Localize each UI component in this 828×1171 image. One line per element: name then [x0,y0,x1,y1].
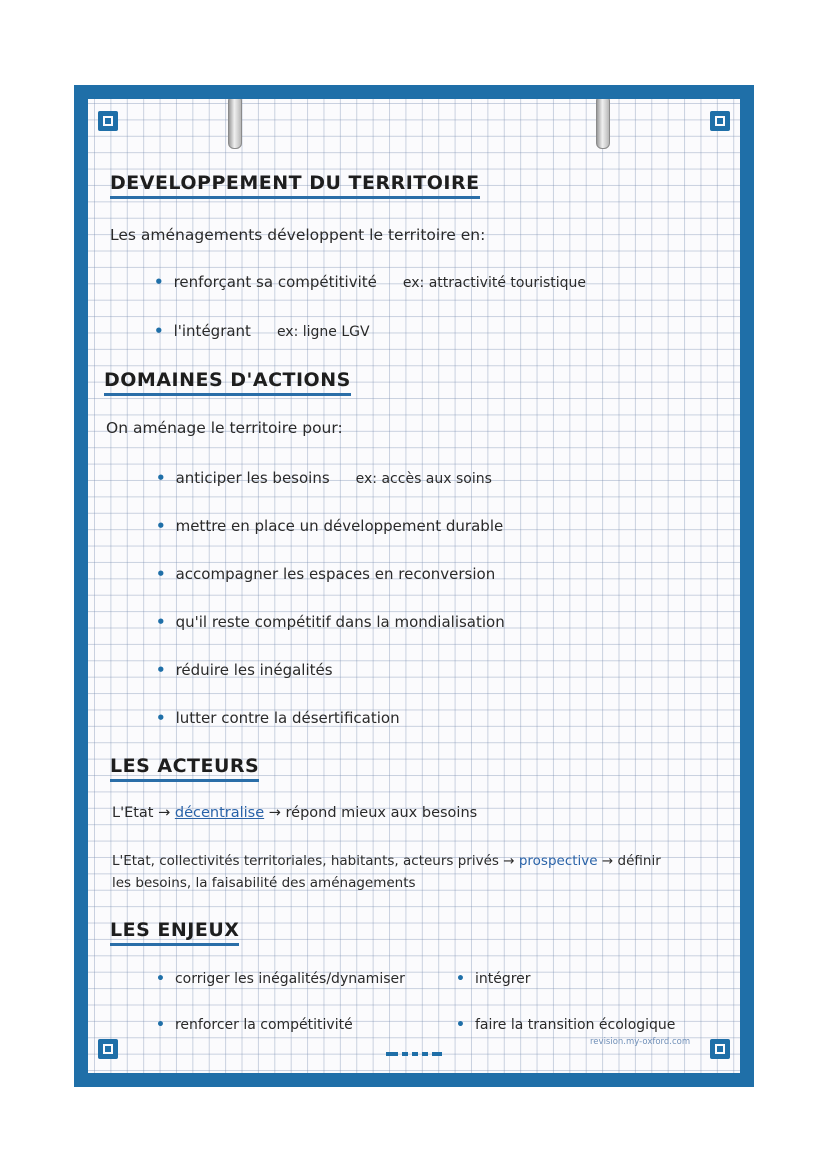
heading-acteurs: LES ACTEURS [110,755,259,782]
corner-marker-icon [710,1039,730,1059]
acteurs-line-2: L'Etat, collectivités territoriales, habitants, acteurs privés → prospective → définir [112,853,661,869]
binder-ring-left [228,99,242,149]
list-item: • réduire les inégalités [156,661,333,679]
footer-url: revision.my-oxford.com [590,1037,691,1047]
list-item: • intégrer [456,971,531,987]
footer-page-indicator [386,1043,446,1062]
corner-marker-icon [98,1039,118,1059]
list-item: • qu'il reste compétitif dans la mondialisation [156,613,505,631]
intro-domaines: On aménage le territoire pour: [106,419,343,437]
acteurs-line-1: L'Etat → décentralise → répond mieux aux besoins [112,805,478,821]
binder-ring-right [596,99,610,149]
intro-developpement: Les aménagements développent le territoire en: [110,226,486,244]
heading-developpement: DEVELOPPEMENT DU TERRITOIRE [110,172,480,199]
heading-enjeux: LES ENJEUX [110,919,239,946]
list-item: • mettre en place un développement durable [156,517,504,535]
list-item: • lutter contre la désertification [156,709,400,727]
notebook-card [74,85,754,1087]
corner-marker-icon [98,111,118,131]
heading-domaines: DOMAINES D'ACTIONS [104,369,351,396]
list-item: • l'intégrant ex: ligne LGV [154,322,370,340]
acteurs-line-3: les besoins, la faisabilité des aménagements [112,875,416,891]
list-item: • renforcer la compétitivité [156,1017,353,1033]
list-item: • corriger les inégalités/dynamiser [156,971,405,987]
grid-paper-sheet [88,99,740,1073]
corner-marker-icon [710,111,730,131]
list-item: • accompagner les espaces en reconversion [156,565,496,583]
list-item: • faire la transition écologique [456,1017,676,1033]
list-item: • anticiper les besoins ex: accès aux soins [156,469,492,487]
list-item: • renforçant sa compétitivité ex: attractivité touristique [154,273,587,291]
